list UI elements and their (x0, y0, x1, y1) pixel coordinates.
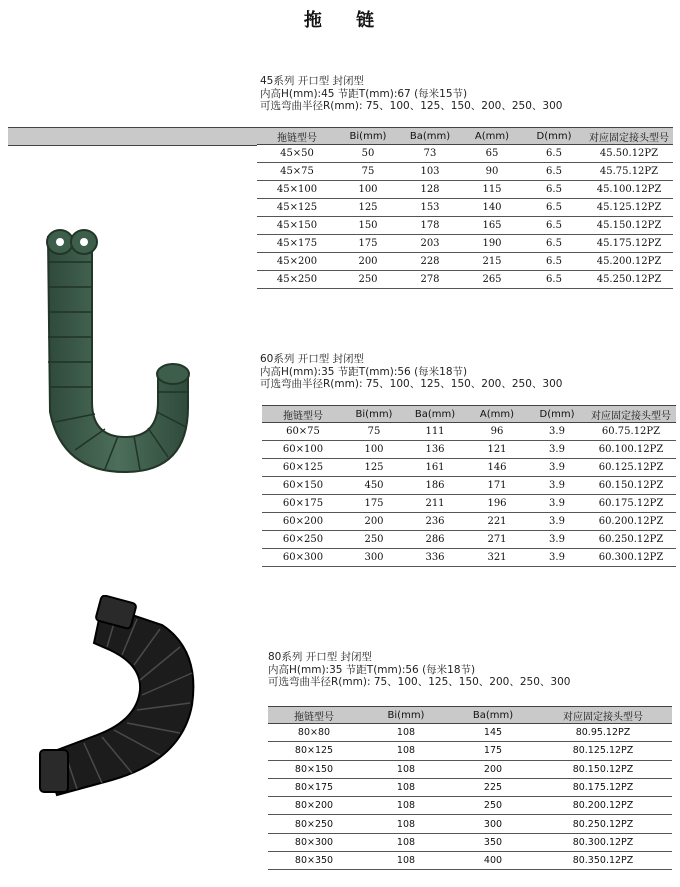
table-cell: 6.5 (523, 217, 585, 235)
table-cell: 60×300 (262, 549, 344, 567)
column-header: 拖链型号 (257, 128, 337, 145)
table-cell: 80.95.12PZ (534, 724, 672, 742)
table-cell: 236 (404, 513, 466, 531)
table-row (262, 549, 676, 567)
table-cell: 175 (344, 495, 404, 513)
table-cell: 250 (344, 531, 404, 549)
table-cell: 321 (466, 549, 528, 567)
table-cell: 400 (452, 852, 534, 870)
page-title (0, 6, 680, 32)
table-row (257, 271, 673, 289)
table-cell: 45.250.12PZ (585, 271, 673, 289)
table-cell: 60×200 (262, 513, 344, 531)
table-row (257, 217, 673, 235)
table-cell: 45×100 (257, 181, 337, 199)
column-header: Bi(mm) (360, 707, 452, 724)
table-cell: 45.75.12PZ (585, 163, 673, 181)
table-cell: 60×75 (262, 423, 344, 441)
table-cell: 80.300.12PZ (534, 833, 672, 851)
page-title-char: 链 (356, 10, 377, 31)
table-cell: 125 (337, 199, 399, 217)
table-row (268, 724, 672, 742)
section-description (260, 75, 562, 113)
column-header: Ba(mm) (399, 128, 461, 145)
table-cell: 73 (399, 145, 461, 163)
table-cell: 45.50.12PZ (585, 145, 673, 163)
table-cell: 228 (399, 253, 461, 271)
table-cell: 60×250 (262, 531, 344, 549)
table-cell: 128 (399, 181, 461, 199)
section-80-series (268, 651, 570, 689)
table-row (262, 531, 676, 549)
table-cell: 80×175 (268, 778, 360, 796)
green-cable-chain-image (30, 222, 200, 477)
table-cell: 196 (466, 495, 528, 513)
table-cell: 225 (452, 778, 534, 796)
table-row (268, 797, 672, 815)
column-header: Ba(mm) (404, 406, 466, 423)
table-cell: 203 (399, 235, 461, 253)
table-cell: 60×125 (262, 459, 344, 477)
table-cell: 75 (344, 423, 404, 441)
table-cell: 103 (399, 163, 461, 181)
column-header: Bi(mm) (337, 128, 399, 145)
column-header: 对应固定接头型号 (586, 406, 676, 423)
table-row (257, 163, 673, 181)
table-header-row (268, 707, 672, 724)
table-cell: 45.100.12PZ (585, 181, 673, 199)
series-type-line: 80系列 开口型 封闭型 (268, 651, 373, 663)
header-band-extension (8, 127, 257, 146)
table-cell: 80×350 (268, 852, 360, 870)
table-cell: 265 (461, 271, 523, 289)
column-header: 对应固定接头型号 (534, 707, 672, 724)
table-row (257, 199, 673, 217)
section-60-series (260, 353, 562, 391)
table-cell: 100 (337, 181, 399, 199)
table-row (268, 742, 672, 760)
spec-table-45 (257, 127, 673, 289)
table-row (257, 145, 673, 163)
table-cell: 336 (404, 549, 466, 567)
table-cell: 3.9 (528, 495, 586, 513)
table-cell: 3.9 (528, 531, 586, 549)
table-header-row (257, 128, 673, 145)
spec-table-60 (262, 405, 676, 567)
bend-radius-line: 可选弯曲半径R(mm): 75、100、125、150、200、250、300 (260, 100, 563, 112)
table-cell: 45×75 (257, 163, 337, 181)
table-cell: 80.350.12PZ (534, 852, 672, 870)
table-cell: 45.150.12PZ (585, 217, 673, 235)
table-cell: 108 (360, 815, 452, 833)
table-cell: 60×150 (262, 477, 344, 495)
page-title-char: 拖 (303, 10, 324, 31)
table-cell: 60.150.12PZ (586, 477, 676, 495)
section-description (268, 651, 570, 689)
bend-radius-line: 可选弯曲半径R(mm): 75、100、125、150、200、250、300 (260, 378, 563, 390)
table-cell: 171 (466, 477, 528, 495)
table-cell: 80×250 (268, 815, 360, 833)
table-row (262, 459, 676, 477)
table-cell: 140 (461, 199, 523, 217)
table-cell: 80.125.12PZ (534, 742, 672, 760)
table-cell: 6.5 (523, 235, 585, 253)
column-header: D(mm) (528, 406, 586, 423)
table-cell: 108 (360, 797, 452, 815)
table-cell: 111 (404, 423, 466, 441)
table-row (262, 513, 676, 531)
column-header: Ba(mm) (452, 707, 534, 724)
table-cell: 45×50 (257, 145, 337, 163)
table-cell: 3.9 (528, 459, 586, 477)
table-row (268, 833, 672, 851)
section-45-series (260, 75, 562, 113)
black-cable-chain-image (22, 595, 207, 800)
table-row (257, 235, 673, 253)
table-cell: 300 (344, 549, 404, 567)
table-cell: 200 (344, 513, 404, 531)
table-cell: 3.9 (528, 441, 586, 459)
column-header: Bi(mm) (344, 406, 404, 423)
table-cell: 80×300 (268, 833, 360, 851)
table-cell: 65 (461, 145, 523, 163)
series-type-line: 45系列 开口型 封闭型 (260, 75, 365, 87)
table-row (262, 495, 676, 513)
column-header: 拖链型号 (262, 406, 344, 423)
table-cell: 250 (337, 271, 399, 289)
column-header: 对应固定接头型号 (585, 128, 673, 145)
table-cell: 6.5 (523, 199, 585, 217)
table-cell: 161 (404, 459, 466, 477)
table-cell: 108 (360, 724, 452, 742)
table-cell: 350 (452, 833, 534, 851)
table-cell: 80.150.12PZ (534, 760, 672, 778)
table-cell: 60.125.12PZ (586, 459, 676, 477)
table-cell: 121 (466, 441, 528, 459)
series-type-line: 60系列 开口型 封闭型 (260, 353, 365, 365)
column-header: A(mm) (466, 406, 528, 423)
table-cell: 60×100 (262, 441, 344, 459)
table-cell: 175 (452, 742, 534, 760)
table-cell: 271 (466, 531, 528, 549)
height-pitch-line: 内高H(mm):35 节距T(mm):56 (每米18节) (268, 663, 476, 676)
table-cell: 45×125 (257, 199, 337, 217)
table-row (262, 423, 676, 441)
table-cell: 175 (337, 235, 399, 253)
table-cell: 45.175.12PZ (585, 235, 673, 253)
table-cell: 6.5 (523, 181, 585, 199)
table-cell: 96 (466, 423, 528, 441)
table-cell: 178 (399, 217, 461, 235)
table-cell: 186 (404, 477, 466, 495)
table-cell: 80×125 (268, 742, 360, 760)
table-cell: 136 (404, 441, 466, 459)
table-cell: 60.300.12PZ (586, 549, 676, 567)
table-row (262, 441, 676, 459)
bend-radius-line: 可选弯曲半径R(mm): 75、100、125、150、200、250、300 (268, 676, 571, 688)
table-cell: 108 (360, 760, 452, 778)
table-cell: 60.100.12PZ (586, 441, 676, 459)
table-cell: 146 (466, 459, 528, 477)
table-cell: 211 (404, 495, 466, 513)
table-cell: 108 (360, 778, 452, 796)
table-cell: 200 (452, 760, 534, 778)
table-cell: 145 (452, 724, 534, 742)
table-cell: 45×250 (257, 271, 337, 289)
section-description (260, 353, 562, 391)
table-cell: 190 (461, 235, 523, 253)
table-cell: 215 (461, 253, 523, 271)
table-cell: 6.5 (523, 271, 585, 289)
table-cell: 250 (452, 797, 534, 815)
table-cell: 6.5 (523, 253, 585, 271)
table-cell: 115 (461, 181, 523, 199)
table-cell: 60.75.12PZ (586, 423, 676, 441)
table-cell: 60.175.12PZ (586, 495, 676, 513)
table-cell: 75 (337, 163, 399, 181)
column-header: D(mm) (523, 128, 585, 145)
spec-table-80 (268, 706, 672, 870)
table-cell: 3.9 (528, 477, 586, 495)
table-cell: 300 (452, 815, 534, 833)
table-cell: 80.250.12PZ (534, 815, 672, 833)
table-cell: 108 (360, 833, 452, 851)
height-pitch-line: 内高H(mm):35 节距T(mm):56 (每米18节) (260, 365, 468, 378)
table-cell: 3.9 (528, 423, 586, 441)
table-cell: 221 (466, 513, 528, 531)
table-cell: 286 (404, 531, 466, 549)
table-row (257, 181, 673, 199)
table-row (268, 760, 672, 778)
table-cell: 80×80 (268, 724, 360, 742)
table-cell: 90 (461, 163, 523, 181)
table-cell: 60×175 (262, 495, 344, 513)
table-cell: 153 (399, 199, 461, 217)
table-row (257, 253, 673, 271)
table-cell: 6.5 (523, 163, 585, 181)
table-cell: 45.125.12PZ (585, 199, 673, 217)
table-cell: 45×175 (257, 235, 337, 253)
table-cell: 3.9 (528, 549, 586, 567)
table-cell: 6.5 (523, 145, 585, 163)
table-cell: 45.200.12PZ (585, 253, 673, 271)
table-cell: 80×150 (268, 760, 360, 778)
table-cell: 200 (337, 253, 399, 271)
table-cell: 125 (344, 459, 404, 477)
table-cell: 100 (344, 441, 404, 459)
table-cell: 45×150 (257, 217, 337, 235)
table-cell: 80.200.12PZ (534, 797, 672, 815)
table-row (268, 852, 672, 870)
table-cell: 3.9 (528, 513, 586, 531)
table-cell: 80×200 (268, 797, 360, 815)
table-cell: 165 (461, 217, 523, 235)
table-cell: 80.175.12PZ (534, 778, 672, 796)
table-cell: 50 (337, 145, 399, 163)
table-header-row (262, 406, 676, 423)
column-header: A(mm) (461, 128, 523, 145)
table-cell: 108 (360, 852, 452, 870)
table-row (268, 778, 672, 796)
table-cell: 108 (360, 742, 452, 760)
table-cell: 450 (344, 477, 404, 495)
table-cell: 60.200.12PZ (586, 513, 676, 531)
table-row (262, 477, 676, 495)
table-cell: 150 (337, 217, 399, 235)
height-pitch-line: 内高H(mm):45 节距T(mm):67 (每米15节) (260, 87, 468, 100)
table-cell: 45×200 (257, 253, 337, 271)
column-header: 拖链型号 (268, 707, 360, 724)
table-cell: 278 (399, 271, 461, 289)
table-row (268, 815, 672, 833)
table-cell: 60.250.12PZ (586, 531, 676, 549)
